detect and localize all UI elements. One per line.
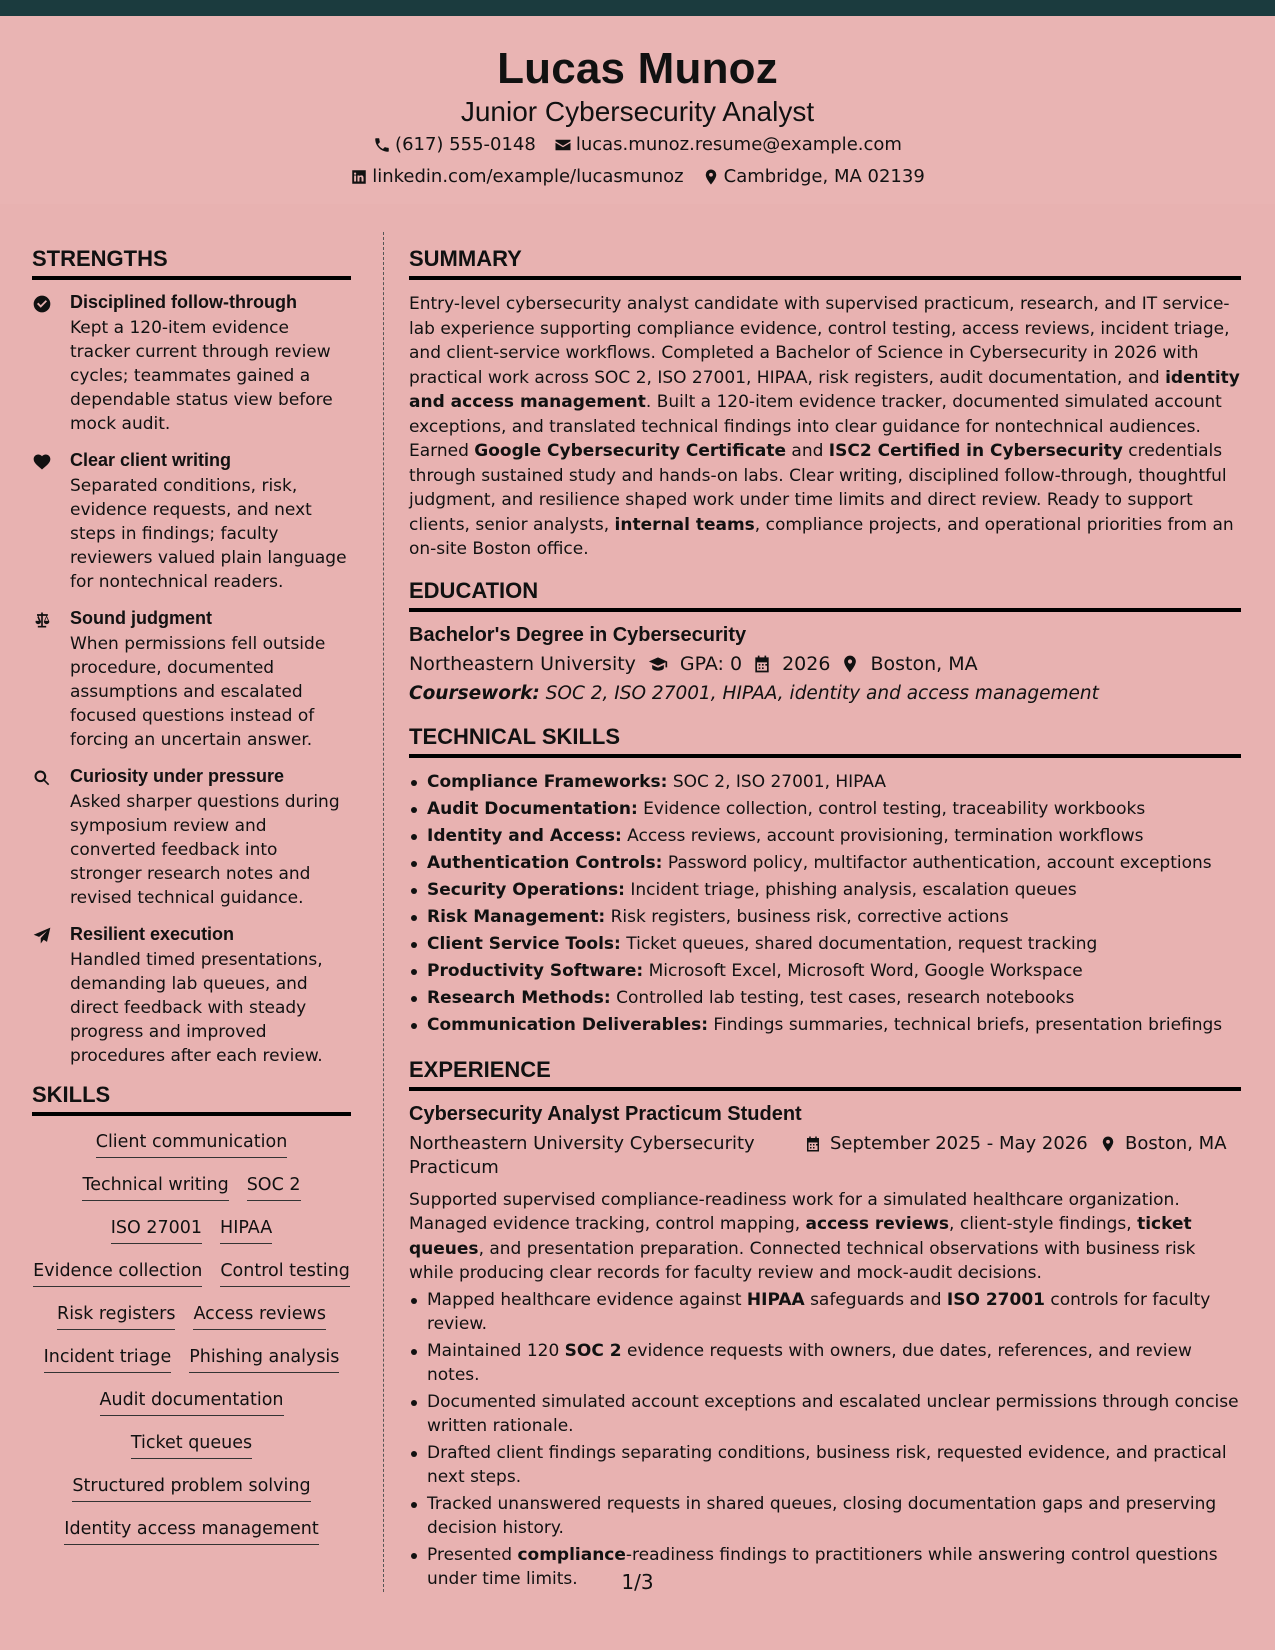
skill-row [32, 1517, 351, 1545]
skill-tag: Identity access management [64, 1517, 318, 1545]
strength-desc: Handled timed presentations, demanding lab queues, and direct feedback with steady progress and improved procedures after each review. [70, 950, 323, 1066]
phone-icon [373, 136, 391, 154]
technical-skill-item [409, 986, 1241, 1010]
skill-tag: Structured problem solving [72, 1474, 310, 1502]
job-bullet [409, 1492, 1241, 1540]
skill-tag: Phishing analysis [189, 1345, 339, 1373]
text-run: , compliance projects, and operational priorities from an on-site Boston office. [409, 514, 1234, 559]
skill-tag: Incident triage [44, 1345, 172, 1373]
technical-skill-item [409, 1013, 1241, 1037]
technical-skill-label: Client Service Tools: [427, 933, 621, 954]
bold-text: identity and access management [409, 367, 1240, 412]
skill-tag: Audit documentation [100, 1388, 284, 1416]
technical-skill-item [409, 878, 1241, 902]
contact-row-2 [0, 166, 1275, 187]
job-bullet [409, 1441, 1241, 1489]
right-column [409, 246, 1241, 1594]
strength-desc: Kept a 120-item evidence tracker current through review cycles; teammates gained a dependable status view before mock audit. [70, 318, 333, 434]
technical-skill-value: Microsoft Excel, Microsoft Word, Google Workspace [643, 960, 1083, 981]
skill-tag: Risk registers [57, 1302, 175, 1330]
text-run: credentials through sustained study and hands-on labs. Clear writing, disciplined follow-through, thoughtful judgment, and resilience shaped work under time limits and direct review. Ready to support clients, senior analysts, [409, 441, 1227, 535]
job-bullets [409, 1288, 1241, 1591]
bold-text: compliance [517, 1544, 626, 1565]
location-text: Cambridge, MA 02139 [723, 166, 925, 187]
linkedin-text: linkedin.com/example/lucasmunoz [372, 166, 684, 187]
bold-text: ISO 27001 [946, 1289, 1045, 1310]
skill-tag: Evidence collection [33, 1259, 202, 1287]
calendar-icon [804, 1135, 822, 1153]
strength-title: Disciplined follow-through [70, 292, 297, 312]
contact-row-1 [0, 134, 1275, 155]
strength-item [32, 766, 351, 910]
technical-skill-label: Identity and Access: [427, 825, 622, 846]
education-degree: Bachelor's Degree in Cybersecurity [409, 623, 747, 646]
text-run: Drafted client findings separating conditions, business risk, requested evidence, and practical next steps. [427, 1442, 1227, 1487]
skill-row [32, 1259, 351, 1287]
skill-tag: Control testing [220, 1259, 350, 1287]
strength-desc: Separated conditions, risk, evidence requests, and next steps in findings; faculty reviewers valued plain language for nontechnical readers. [70, 476, 347, 592]
candidate-name: Lucas Munoz [497, 44, 778, 93]
skill-tag: Client communication [96, 1130, 288, 1158]
technical-skill-item [409, 824, 1241, 848]
technical-skill-label: Compliance Frameworks: [427, 771, 668, 792]
text-run: and [786, 441, 829, 461]
technical-skill-item [409, 905, 1241, 929]
column-divider [383, 232, 384, 1592]
technical-skill-value: Findings summaries, technical briefs, presentation briefings [708, 1014, 1223, 1035]
job-meta [409, 1132, 1241, 1180]
job-bullet [409, 1288, 1241, 1336]
text-run: Maintained 120 [427, 1340, 565, 1361]
technical-skill-value: SOC 2, ISO 27001, HIPAA [667, 771, 887, 792]
skills-title: SKILLS [32, 1082, 351, 1116]
job-description [409, 1188, 1241, 1286]
skill-tag: ISO 27001 [111, 1216, 202, 1244]
bold-text: access reviews [805, 1214, 950, 1234]
text-run: Mapped healthcare evidence against [427, 1289, 747, 1310]
strength-title: Resilient execution [70, 924, 235, 944]
bold-text: ticket queues [409, 1214, 1192, 1259]
strength-title: Sound judgment [70, 608, 212, 628]
technical-skill-label: Research Methods: [427, 987, 611, 1008]
text-run: Tracked unanswered requests in shared queues, closing documentation gaps and preserving decision history. [427, 1493, 1217, 1538]
map-marker-icon [702, 168, 720, 186]
technical-skill-item [409, 851, 1241, 875]
skill-row [32, 1130, 351, 1158]
technical-skill-item [409, 959, 1241, 983]
technical-skill-value: Controlled lab testing, test cases, research notebooks [610, 987, 1075, 1008]
job-dates [804, 1132, 1099, 1180]
bold-text: HIPAA [746, 1289, 805, 1310]
linkedin-contact[interactable] [350, 166, 683, 187]
technical-skills-title: TECHNICAL SKILLS [409, 724, 1241, 758]
bold-text: Google Cybersecurity Certificate [474, 441, 786, 461]
job-bullet [409, 1339, 1241, 1387]
balance-scale-icon [32, 610, 52, 630]
strength-item [32, 608, 351, 752]
education-coursework [409, 683, 1241, 704]
education-gpa: GPA: 0 [679, 652, 743, 675]
paper-plane-icon [32, 926, 52, 946]
education-location: Boston, MA [870, 652, 978, 675]
skill-row [32, 1173, 351, 1201]
skills-cloud [32, 1128, 351, 1545]
technical-skill-value: Password policy, multifactor authentication, account exceptions [662, 852, 1212, 873]
location-contact [702, 166, 925, 187]
check-circle-icon [32, 294, 52, 314]
phone-contact[interactable] [373, 134, 536, 155]
text-run: -readiness findings to practitioners while answering control questions under time limits. [427, 1544, 1218, 1589]
strength-item [32, 292, 351, 436]
strengths-list [32, 292, 351, 1068]
skill-row [32, 1345, 351, 1373]
job-dates-text: September 2025 - May 2026 [830, 1132, 1088, 1154]
search-icon [32, 768, 52, 788]
text-run: controls for faculty review. [427, 1289, 1211, 1334]
text-run: , and presentation preparation. Connected technical observations with business risk while producing clear records for faculty review and mock-audit decisions. [409, 1238, 1196, 1283]
technical-skill-value: Risk registers, business risk, corrective actions [605, 906, 1009, 927]
job-title: Cybersecurity Analyst Practicum Student [409, 1102, 802, 1125]
text-run: Documented simulated account exceptions and escalated unclear permissions through concise written rationale. [427, 1391, 1239, 1436]
strength-desc: Asked sharper questions during symposium review and converted feedback into stronger research notes and revised technical guidance. [70, 792, 340, 908]
technical-skill-value: Ticket queues, shared documentation, request tracking [620, 933, 1098, 954]
skill-tag: Technical writing [82, 1173, 228, 1201]
job-location-text: Boston, MA [1125, 1132, 1227, 1154]
envelope-icon [554, 136, 572, 154]
education-details [409, 653, 1241, 675]
coursework-label: Coursework: [409, 682, 540, 704]
strength-title: Clear client writing [70, 450, 232, 470]
linkedin-icon [350, 168, 368, 186]
candidate-role: Junior Cybersecurity Analyst [460, 96, 815, 127]
skill-tag: Access reviews [193, 1302, 325, 1330]
summary-title: SUMMARY [409, 246, 1241, 280]
top-accent-bar [0, 0, 1275, 16]
bold-text: SOC 2 [564, 1340, 622, 1361]
coursework-text: SOC 2, ISO 27001, HIPAA, identity and access management [539, 682, 1099, 704]
technical-skill-item [409, 797, 1241, 821]
technical-skills-list [409, 770, 1241, 1037]
bold-text: internal teams [614, 514, 755, 535]
technical-skill-value: Incident triage, phishing analysis, escalation queues [624, 879, 1077, 900]
map-marker-icon [1099, 1135, 1117, 1153]
skill-row [32, 1431, 351, 1459]
job-bullet [409, 1390, 1241, 1438]
job-location [1099, 1132, 1229, 1180]
technical-skill-label: Communication Deliverables: [427, 1014, 709, 1035]
strength-item [32, 450, 351, 594]
calendar-icon [752, 654, 772, 674]
technical-skill-value: Evidence collection, control testing, traceability workbooks [637, 798, 1146, 819]
graduation-cap-icon [646, 654, 670, 674]
experience-title: EXPERIENCE [409, 1057, 1241, 1091]
resume-header [0, 16, 1275, 204]
skill-row [32, 1388, 351, 1416]
map-marker-icon [840, 654, 860, 674]
page-number: 1/3 [621, 1570, 654, 1594]
left-column [32, 246, 351, 1560]
text-run: safeguards and [804, 1289, 947, 1310]
technical-skill-value: Access reviews, account provisioning, termination workflows [621, 825, 1144, 846]
heart-icon [32, 452, 52, 472]
skill-row [32, 1474, 351, 1502]
education-title: EDUCATION [409, 578, 1241, 612]
technical-skill-item [409, 770, 1241, 794]
skill-tag: HIPAA [220, 1216, 272, 1244]
bold-text: ISC2 Certified in Cybersecurity [828, 441, 1123, 461]
technical-skill-item [409, 932, 1241, 956]
text-run: Entry-level cybersecurity analyst candidate with supervised practicum, research, and IT service-lab experience supporting compliance evidence, control testing, access reviews, incident triage, and client-service workflows. Completed a Bachelor of Science in Cybersecurity in 2026 with practical work across SOC 2, ISO 27001, HIPAA, risk registers, audit documentation, and [409, 294, 1230, 388]
skill-tag: SOC 2 [247, 1173, 301, 1201]
technical-skill-label: Productivity Software: [427, 960, 644, 981]
text-run: . Built a 120-item evidence tracker, documented simulated account exceptions, and translated technical findings into clear guidance for nontechnical audiences. Earned [409, 392, 1222, 461]
text-run: Supported supervised compliance-readiness work for a simulated healthcare organization. Managed evidence tracking, control mapping, [409, 1189, 1180, 1234]
technical-skill-label: Security Operations: [427, 879, 625, 900]
text-run: Presented [427, 1544, 518, 1565]
phone-text: (617) 555-0148 [395, 134, 536, 155]
strengths-title: STRENGTHS [32, 246, 351, 280]
technical-skill-label: Audit Documentation: [427, 798, 638, 819]
education-school: Northeastern University [409, 652, 636, 675]
strength-desc: When permissions fell outside procedure, documented assumptions and escalated focused questions instead of forcing an uncertain answer. [70, 634, 326, 750]
strength-item [32, 924, 351, 1068]
skill-row [32, 1216, 351, 1244]
skill-tag: Ticket queues [131, 1431, 252, 1459]
strength-title: Curiosity under pressure [70, 766, 285, 786]
technical-skill-label: Risk Management: [427, 906, 606, 927]
job-organization: Northeastern University Cybersecurity Practicum [409, 1132, 755, 1178]
skill-row [32, 1302, 351, 1330]
email-contact[interactable] [554, 134, 902, 155]
text-run: , client-style findings, [949, 1214, 1138, 1234]
email-text: lucas.munoz.resume@example.com [575, 134, 902, 155]
technical-skill-label: Authentication Controls: [427, 852, 663, 873]
education-year: 2026 [782, 652, 831, 675]
text-run: evidence requests with owners, due dates, references, and review notes. [427, 1340, 1192, 1385]
summary-text [409, 292, 1241, 562]
